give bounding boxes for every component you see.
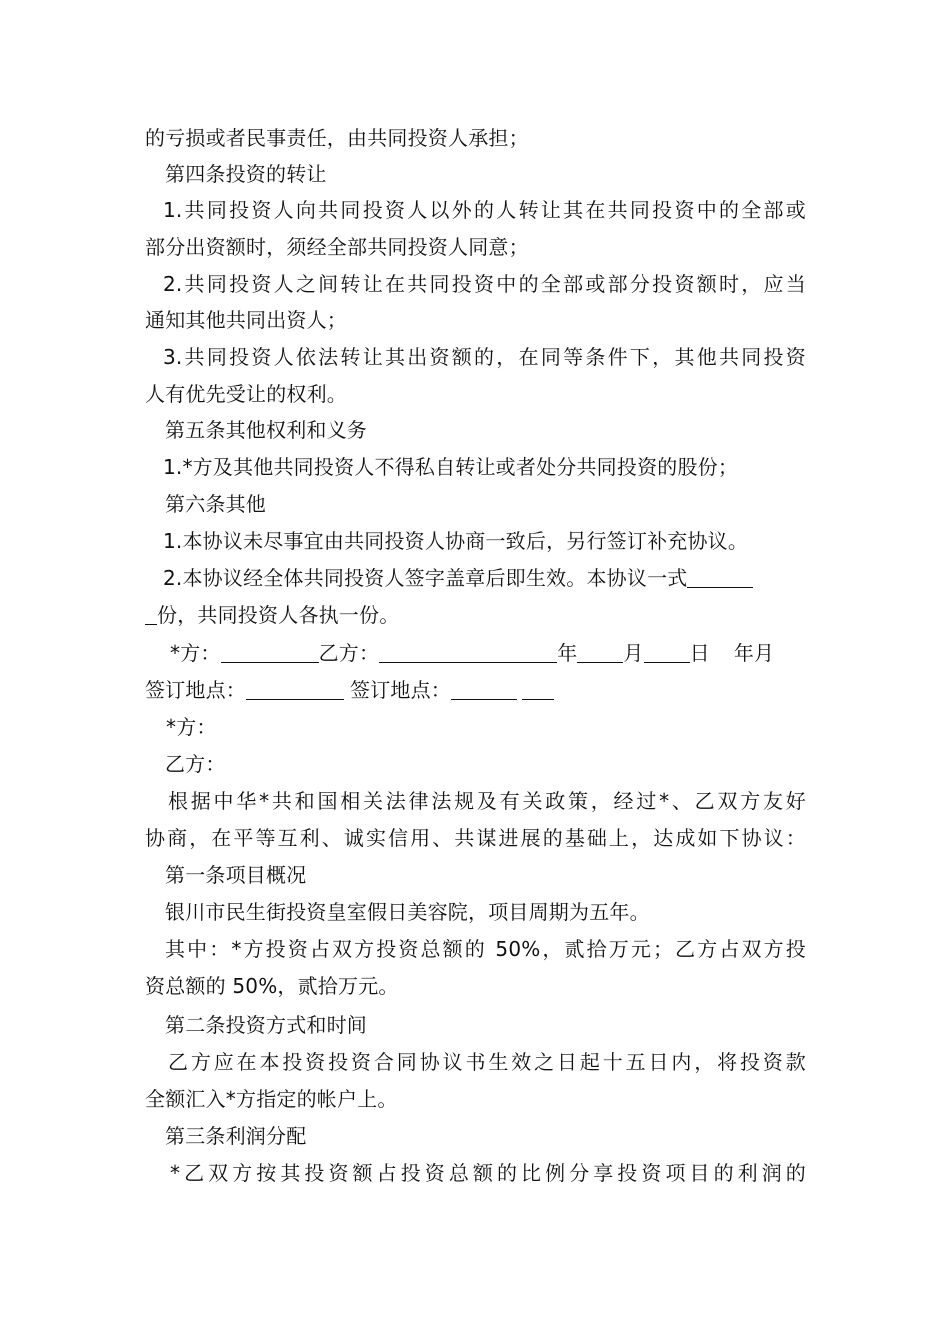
text-run: 全额汇入*方指定的帐户上。 bbox=[145, 1087, 398, 1111]
section-heading bbox=[0, 486, 950, 523]
paragraph-line bbox=[0, 1081, 950, 1118]
text-run: 份，共同投资人各执一份。 bbox=[157, 603, 400, 627]
section-heading bbox=[0, 1118, 950, 1155]
paragraph-line bbox=[0, 120, 950, 157]
section-heading bbox=[0, 857, 950, 894]
paragraph-line bbox=[0, 302, 950, 339]
fill-blank bbox=[687, 561, 753, 588]
paragraph-line bbox=[163, 192, 806, 229]
paragraph-line bbox=[0, 229, 950, 266]
text-run: *乙双方按其投资额占投资总额的比例分享投资项目的利润的 bbox=[170, 1161, 806, 1185]
text-run: 第六条其他 bbox=[165, 492, 266, 516]
paragraph-line bbox=[163, 266, 806, 303]
paragraph-line bbox=[165, 931, 806, 968]
text-run: 年 bbox=[557, 641, 578, 665]
paragraph-line bbox=[145, 820, 806, 857]
paragraph-line bbox=[163, 339, 806, 376]
text-run: 日 bbox=[689, 641, 710, 665]
text-run: 签订地点： bbox=[145, 678, 246, 702]
text-run: 月 bbox=[623, 641, 644, 665]
fill-blank bbox=[246, 673, 344, 700]
text-run: *方： bbox=[166, 715, 217, 739]
text-run: 1.本协议未尽事宜由共同投资人协商一致后，另行签订补充协议。 bbox=[163, 529, 749, 553]
fill-blank bbox=[221, 636, 319, 663]
text-run: 1.*方及其他共同投资人不得私自转让或者处分共同投资的股份； bbox=[163, 455, 739, 479]
text-run: 2.共同投资人之间转让在共同投资中的全部或部分投资额时，应当 bbox=[163, 272, 806, 296]
paragraph-line bbox=[0, 449, 950, 486]
text-run: 乙方： bbox=[165, 752, 226, 776]
section-heading bbox=[0, 156, 950, 193]
text-run: 其中：*方投资占双方投资总额的 50%，贰拾万元；乙方占双方投 bbox=[165, 937, 806, 961]
text-run: 年月 bbox=[733, 641, 775, 665]
party-line bbox=[0, 709, 950, 746]
paragraph-line bbox=[168, 1044, 806, 1081]
text-run: 2.本协议经全体共同投资人签字盖章后即生效。本协议一式 bbox=[163, 566, 688, 590]
section-heading bbox=[0, 412, 950, 449]
text-run: 第二条投资方式和时间 bbox=[165, 1013, 367, 1037]
text-run: 的亏损或者民事责任，由共同投资人承担； bbox=[145, 126, 529, 150]
text-run: 根据中华*共和国相关法律法规及有关政策，经过*、乙双方友好 bbox=[168, 789, 806, 813]
paragraph-line bbox=[0, 968, 950, 1005]
fill-blank bbox=[145, 598, 157, 625]
fill-blank bbox=[522, 673, 554, 700]
party-b-label: 乙方： bbox=[318, 641, 380, 665]
text-run: 协商，在平等互利、诚实信用、共谋进展的基础上，达成如下协议： bbox=[145, 826, 806, 850]
text-run: 第一条项目概况 bbox=[165, 863, 307, 887]
text-run: 银川市民生街投资皇室假日美容院，项目周期为五年。 bbox=[165, 900, 650, 924]
paragraph-line bbox=[168, 783, 806, 820]
fill-blank bbox=[379, 636, 557, 663]
text-run: 通知其他共同出资人； bbox=[145, 308, 347, 332]
signature-place-line bbox=[0, 672, 950, 709]
text-run: 3.共同投资人依法转让其出资额的，在同等条件下，其他共同投资 bbox=[163, 345, 806, 369]
text-run: 1.共同投资人向共同投资人以外的人转让其在共同投资中的全部或 bbox=[163, 198, 806, 222]
fill-blank bbox=[644, 636, 690, 663]
paragraph-line bbox=[170, 1155, 806, 1192]
text-run: 第四条投资的转让 bbox=[165, 162, 327, 186]
text-run: 乙方应在本投资投资合同协议书生效之日起十五日内，将投资款 bbox=[168, 1050, 806, 1074]
paragraph-line bbox=[0, 523, 950, 560]
text-run: 人有优先受让的权利。 bbox=[145, 382, 347, 406]
signature-line bbox=[0, 635, 950, 672]
fill-blank bbox=[577, 636, 623, 663]
text-run: 第三条利润分配 bbox=[165, 1124, 307, 1148]
paragraph-line bbox=[0, 597, 950, 634]
paragraph-line bbox=[0, 560, 950, 597]
fill-blank bbox=[451, 673, 517, 700]
text-run: 资总额的 50%，贰拾万元。 bbox=[145, 974, 399, 998]
party-line bbox=[0, 746, 950, 783]
section-heading bbox=[0, 1007, 950, 1044]
paragraph-line bbox=[0, 894, 950, 931]
party-a-label: *方： bbox=[170, 641, 221, 665]
text-run: 第五条其他权利和义务 bbox=[165, 418, 367, 442]
paragraph-line bbox=[0, 376, 950, 413]
text-run: 签订地点： bbox=[350, 678, 451, 702]
text-run: 部分出资额时，须经全部共同投资人同意； bbox=[145, 235, 529, 259]
